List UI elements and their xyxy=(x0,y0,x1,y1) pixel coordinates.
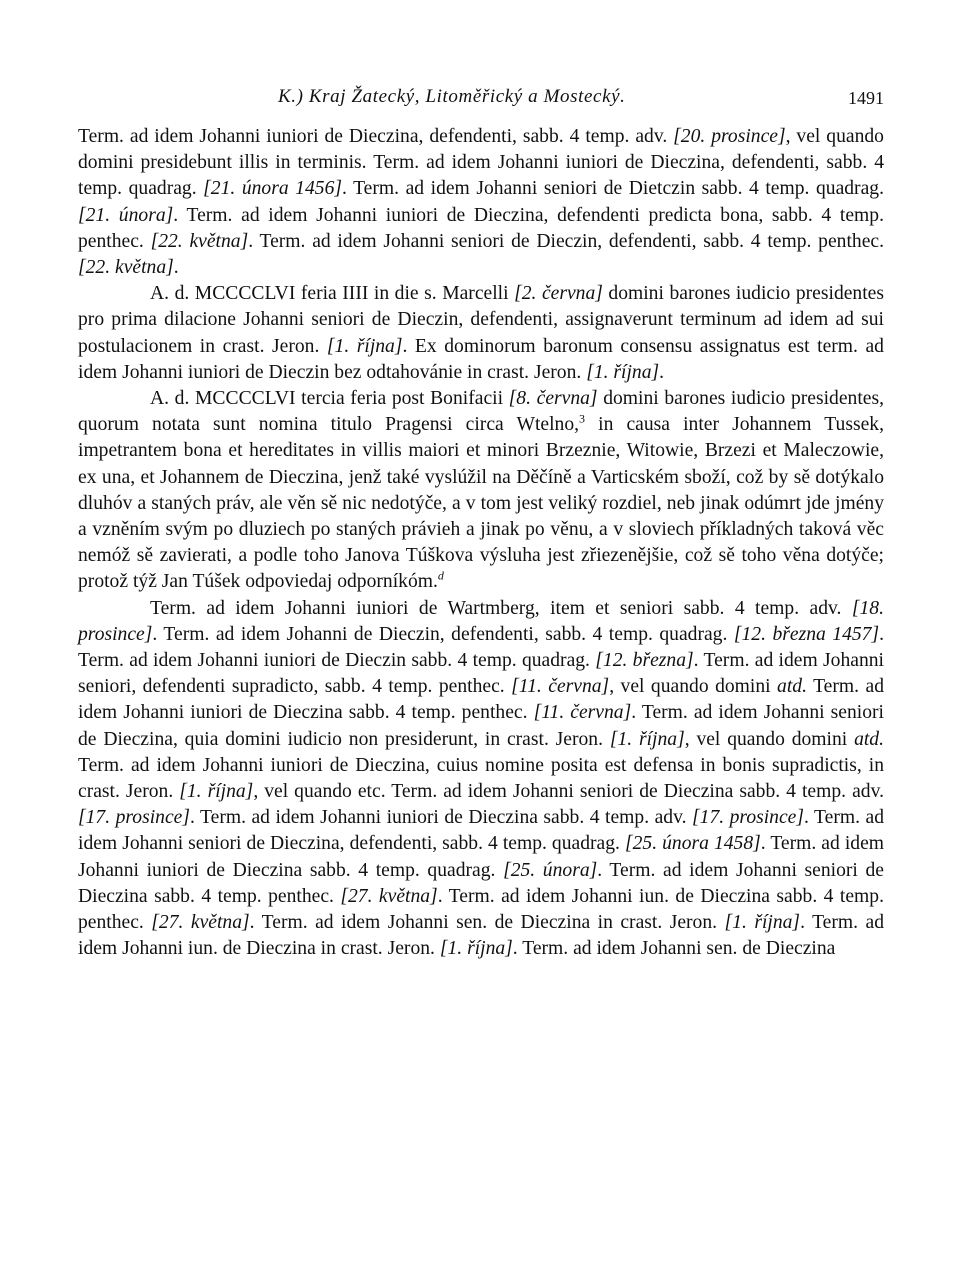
editorial-date: [25. února] xyxy=(503,859,598,881)
footnote-marker: d xyxy=(437,568,444,583)
text-run: . Ex dominorum baronum consensu assignatus est term. ad idem Johanni iuniori de Dieczin bez odtahovánie in crast. Jeron. xyxy=(78,335,884,383)
editorial-date: [18. prosince] xyxy=(78,597,884,645)
text-run: . Term. ad idem Johanni seniori de Dieczina, quia domini iudicio non presiderunt, in crast. Jeron. xyxy=(78,702,885,750)
body-text xyxy=(78,124,884,963)
editorial-date: [22. května] xyxy=(78,257,174,279)
text-run: . Term. ad idem Johanni iun. de Dieczina in crast. Jeron. xyxy=(78,912,884,960)
editorial-date: [11. června] xyxy=(511,676,610,698)
editorial-date: [22. května] xyxy=(150,230,249,252)
editorial-date: [1. října] xyxy=(586,361,660,383)
running-head xyxy=(78,78,884,118)
editorial-date: [12. března 1457] xyxy=(733,623,880,645)
editorial-date: [17. prosince] xyxy=(78,807,190,829)
text-run: , vel quando domini xyxy=(684,728,855,750)
page-number: 1491 xyxy=(848,88,884,108)
text-run: , vel quando etc. Term. ad idem Johanni seniori de Dieczina sabb. 4 temp. adv. xyxy=(253,781,884,803)
text-run: Term. ad idem Johanni iuniori de Dieczina sabb. 4 temp. penthec. xyxy=(78,676,884,724)
editorial-date: [11. června] xyxy=(533,702,632,724)
editorial-date: [21. února 1456] xyxy=(203,178,342,200)
document-page xyxy=(78,78,884,963)
text-run: . Term. ad idem Johanni seniori de Dieczin, defendenti, sabb. 4 temp. penthec. xyxy=(248,230,884,252)
editorial-date: [8. června] xyxy=(508,388,598,410)
editorial-date: [27. května] xyxy=(340,885,438,907)
text-run: , vel quando domini xyxy=(609,676,778,698)
editorial-date: [12. března] xyxy=(595,650,694,672)
paragraph xyxy=(78,281,884,386)
editorial-date: [1. října] xyxy=(179,781,254,803)
editorial-date: [21. února] xyxy=(78,204,174,226)
text-run: . Term. ad idem Johanni iun. de Dieczina sabb. 4 temp. penthec. xyxy=(78,885,884,934)
text-run: . xyxy=(173,257,179,279)
paragraph xyxy=(78,124,884,281)
text-run: . Term. ad idem Johanni seniori de Dieczina sabb. 4 temp. penthec. xyxy=(78,859,884,907)
text-run: , vel quando domini presidebunt illis in terminis. Term. ad idem Johanni iuniori de Dieczina, defendenti, sabb. 4 temp. quadrag. xyxy=(78,126,884,200)
text-run: . Term. ad idem Johanni seniori de Dieczina, defendenti, sabb. 4 temp. quadrag. xyxy=(78,807,884,855)
editorial-date: atd. xyxy=(854,728,884,750)
text-run: . Term. ad idem Johanni sen. de Dieczina xyxy=(512,938,836,960)
text-run: . Term. ad idem Johanni de Dieczin, defendenti, sabb. 4 temp. quadrag. xyxy=(152,623,734,645)
editorial-date: [17. prosince] xyxy=(692,807,805,829)
text-run: A. d. MCCCCLVI feria IIII in die s. Marcelli xyxy=(150,283,515,305)
text-run: Term. ad idem Johanni iuniori de Dieczina, defendenti, sabb. 4 temp. adv. xyxy=(78,126,674,147)
editorial-date: [1. října] xyxy=(609,728,685,750)
text-run: A. d. MCCCCLVI tercia feria post Bonifacii xyxy=(150,388,509,410)
text-run: . Term. ad idem Johanni seniori, defendenti supradicto, sabb. 4 temp. penthec. xyxy=(78,650,884,698)
text-run: . Term. ad idem Johanni iuniori de Dieczin sabb. 4 temp. quadrag. xyxy=(78,623,884,672)
editorial-date: [1. října] xyxy=(724,912,801,934)
editorial-date: atd. xyxy=(777,676,807,698)
editorial-date: [2. června] xyxy=(514,283,603,305)
text-run: . Term. ad idem Johanni iuniori de Dieczina sabb. 4 temp. adv. xyxy=(190,807,693,829)
running-title: K.) Kraj Žatecký, Litoměřický a Mostecký. xyxy=(278,86,626,107)
text-run: in causa inter Johannem Tussek, impetrantem bona et hereditates in villis maiori et minori Brzeznie, Witowie, Brzezi et Maleczowie, ex una, et Johannem de Dieczina, jenž také vyslúžil na Děčíně a Varticském sboží, což by sě dotýkalo dluhóv a staných práv, ale věn sě nic nedotýče, a v tom jest veliký rozdiel, neb jinak odúmrt jde jmény a vzněním svým po dluziech po staných právieh a jinak po věnu, a v sloviech příkladných taková věc nemóž sě zavierati, a podle toho Janova Túškova výsluha jest zřiezenějšie, což sě toho věna dotýče; protož týž Jan Túšek odpoviedaj odporníkóm. xyxy=(78,414,884,593)
paragraph xyxy=(78,386,884,596)
editorial-date: [1. října] xyxy=(439,938,513,960)
paragraph xyxy=(78,596,884,963)
editorial-date: [20. prosince] xyxy=(673,126,786,147)
editorial-date: [25. února 1458] xyxy=(624,833,761,855)
text-run: . Term. ad idem Johanni iuniori de Dieczina, defendenti predicta bona, sabb. 4 temp. penthec. xyxy=(78,204,884,252)
text-run: . Term. ad idem Johanni iuniori de Dieczina sabb. 4 temp. quadrag. xyxy=(78,833,885,881)
text-run: Term. ad idem Johanni iuniori de Wartmberg, item et seniori sabb. 4 temp. adv. xyxy=(150,597,852,619)
editorial-date: [1. října] xyxy=(326,335,403,357)
text-run: domini barones iudicio presidentes, quorum notata sunt nomina titulo Pragensi circa Wtelno, xyxy=(78,388,884,436)
text-run: Term. ad idem Johanni iuniori de Dieczina, cuius nomine posita est defensa in bonis supradictis, in crast. Jeron. xyxy=(78,754,884,803)
editorial-date: [27. května] xyxy=(151,912,250,934)
footnote-marker: 3 xyxy=(579,411,586,426)
text-run: . Term. ad idem Johanni seniori de Dietczin sabb. 4 temp. quadrag. xyxy=(342,178,884,200)
text-run: domini barones iudicio presidentes pro prima dilacione Johanni seniori de Dieczin, defendenti, assignaverunt terminum ad idem ad sui postulacionem in crast. Jeron. xyxy=(78,283,884,357)
text-run: . xyxy=(659,361,665,383)
text-run: . Term. ad idem Johanni sen. de Dieczina in crast. Jeron. xyxy=(249,912,725,934)
